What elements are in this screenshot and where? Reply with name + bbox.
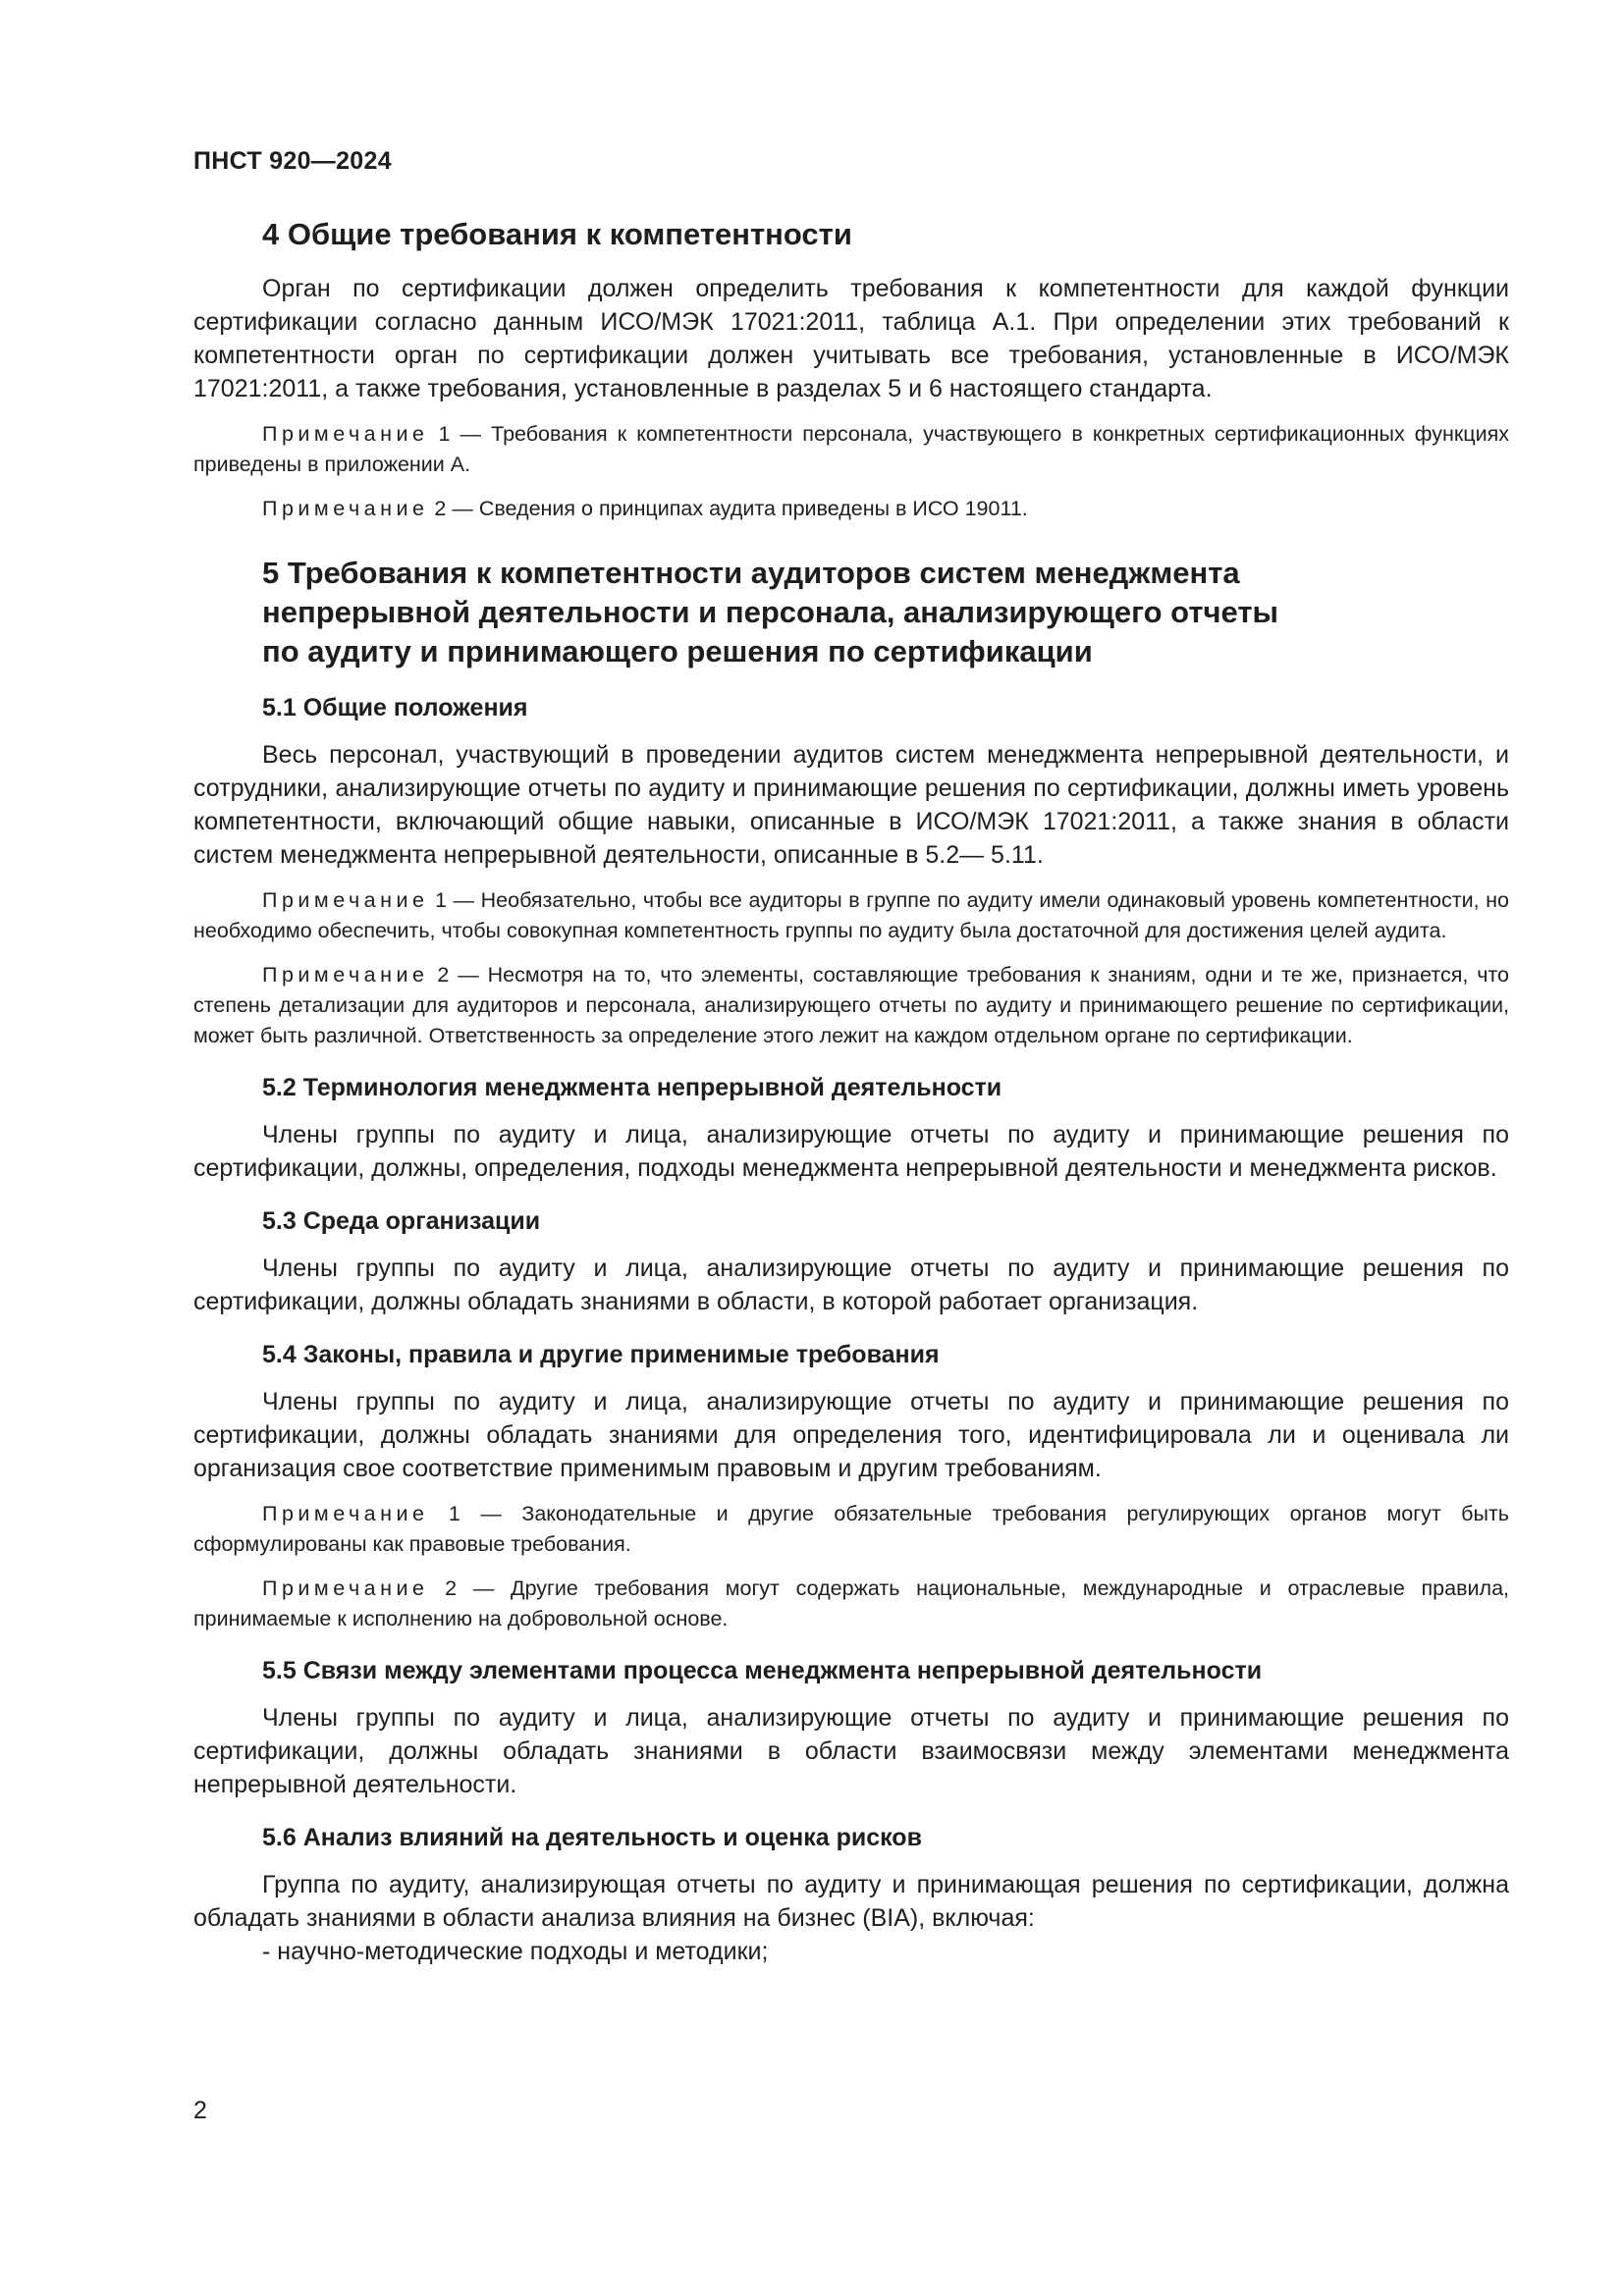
section-5-1-note-2 bbox=[193, 960, 1509, 1051]
section-5-4-note-1 bbox=[193, 1499, 1509, 1560]
note-text: 1 — Необязательно, чтобы все аудиторы в группе по аудиту имели одинаковый уровень компетентности, но необходимо обеспечить, чтобы совокупная компетентность группы по аудиту была достаточной для достижения целей аудита. bbox=[193, 888, 1509, 942]
note-text: 1 — Требования к компетентности персонала, участвующего в конкретных сертификационных функциях приведены в приложении А. bbox=[193, 422, 1509, 476]
section-4-title: 4 Общие требования к компетентности bbox=[262, 217, 852, 251]
section-5-2-title: 5.2 Терминология менеджмента непрерывной деятельности bbox=[262, 1074, 1002, 1101]
section-5-title-line-2: непрерывной деятельности и персонала, анализирующего отчеты bbox=[262, 595, 1279, 629]
section-5-title bbox=[193, 554, 1509, 671]
list-item: - научно-методические подходы и методики; bbox=[262, 1938, 769, 1965]
section-5-1-note-1 bbox=[193, 885, 1509, 946]
note-label: Примечание bbox=[262, 1502, 429, 1525]
section-4-note-1 bbox=[193, 419, 1509, 480]
section-5-1-title: 5.1 Общие положения bbox=[262, 694, 528, 721]
document-code: ПНСТ 920—2024 bbox=[193, 147, 392, 175]
note-label: Примечание bbox=[262, 422, 429, 446]
note-text: 2 — Сведения о принципах аудита приведены в ИСО 19011. bbox=[428, 497, 1028, 520]
page-number: 2 bbox=[193, 2097, 207, 2124]
section-5-4-title: 5.4 Законы, правила и другие применимые требования bbox=[262, 1341, 940, 1368]
section-5-title-line-1: 5 Требования к компетентности аудиторов систем менеджмента bbox=[262, 556, 1240, 590]
note-text: 2 — Другие требования могут содержать национальные, международные и отраслевые правила, принимаемые к исполнению на добровольной основе. bbox=[193, 1576, 1509, 1630]
section-5-4-paragraph: Члены группы по аудиту и лица, анализирующие отчеты по аудиту и принимающие решения по сертификации, должны обладать знаниями для определения того, идентифицировала ли и оценивала ли организация свое соответствие применимым правовым и другим требованиям. bbox=[193, 1388, 1509, 1482]
section-5-title-line-3: по аудиту и принимающего решения по сертификации bbox=[262, 634, 1093, 668]
section-5-6-paragraph: Группа по аудиту, анализирующая отчеты по аудиту и принимающая решения по сертификации, должна обладать знаниями в области анализа влияния на бизнес (BIA), включая: bbox=[193, 1871, 1509, 1932]
section-5-5-paragraph: Члены группы по аудиту и лица, анализирующие отчеты по аудиту и принимающие решения по сертификации, должны обладать знаниями в области взаимосвязи между элементами менеджмента непрерывной деятельности. bbox=[193, 1704, 1509, 1798]
section-5-6-title: 5.6 Анализ влияний на деятельность и оценка рисков bbox=[262, 1824, 922, 1851]
section-5-5-title: 5.5 Связи между элементами процесса менеджмента непрерывной деятельности bbox=[262, 1657, 1263, 1684]
section-5-2-paragraph: Члены группы по аудиту и лица, анализирующие отчеты по аудиту и принимающие решения по сертификации, должны, определения, подходы менеджмента непрерывной деятельности и менеджмента рисков. bbox=[193, 1121, 1509, 1182]
note-label: Примечание bbox=[262, 888, 429, 912]
document-page bbox=[193, 147, 1509, 1968]
note-text: 2 — Несмотря на то, что элементы, составляющие требования к знаниям, одни и те же, признается, что степень детализации для аудиторов и персонала, анализирующего отчеты по аудиту и принимающего решение по сертификации, может быть различной. Ответственность за определение этого лежит на каждом отдельном органе по сертификации. bbox=[193, 963, 1509, 1047]
section-5-3-title: 5.3 Среда организации bbox=[262, 1207, 541, 1235]
section-5-4-note-2 bbox=[193, 1574, 1509, 1634]
note-text: 1 — Законодательные и другие обязательные требования регулирующих органов могут быть сформулированы как правовые требования. bbox=[193, 1502, 1509, 1556]
section-5-3-paragraph: Члены группы по аудиту и лица, анализирующие отчеты по аудиту и принимающие решения по сертификации, должны обладать знаниями в области, в которой работает организация. bbox=[193, 1255, 1509, 1315]
section-5-1-paragraph: Весь персонал, участвующий в проведении аудитов систем менеджмента непрерывной деятельности, и сотрудники, анализирующие отчеты по аудиту и принимающие решения по сертификации, должны иметь уровень компетентности, включающий общие навыки, описанные в ИСО/МЭК 17021:2011, а также знания в области систем менеджмента непрерывной деятельности, описанные в 5.2— 5.11. bbox=[193, 741, 1509, 869]
note-label: Примечание bbox=[262, 1576, 429, 1600]
note-label: Примечание bbox=[262, 497, 429, 520]
section-4-paragraph: Орган по сертификации должен определить требования к компетентности для каждой функции сертификации согласно данным ИСО/МЭК 17021:2011, таблица А.1. При определении этих требований к компетентности орган по сертификации должен учитывать все требования, установленные в ИСО/МЭК 17021:2011, а также требования, установленные в разделах 5 и 6 настоящего стандарта. bbox=[193, 275, 1509, 402]
note-label: Примечание bbox=[262, 963, 429, 987]
section-4-note-2 bbox=[193, 494, 1509, 524]
